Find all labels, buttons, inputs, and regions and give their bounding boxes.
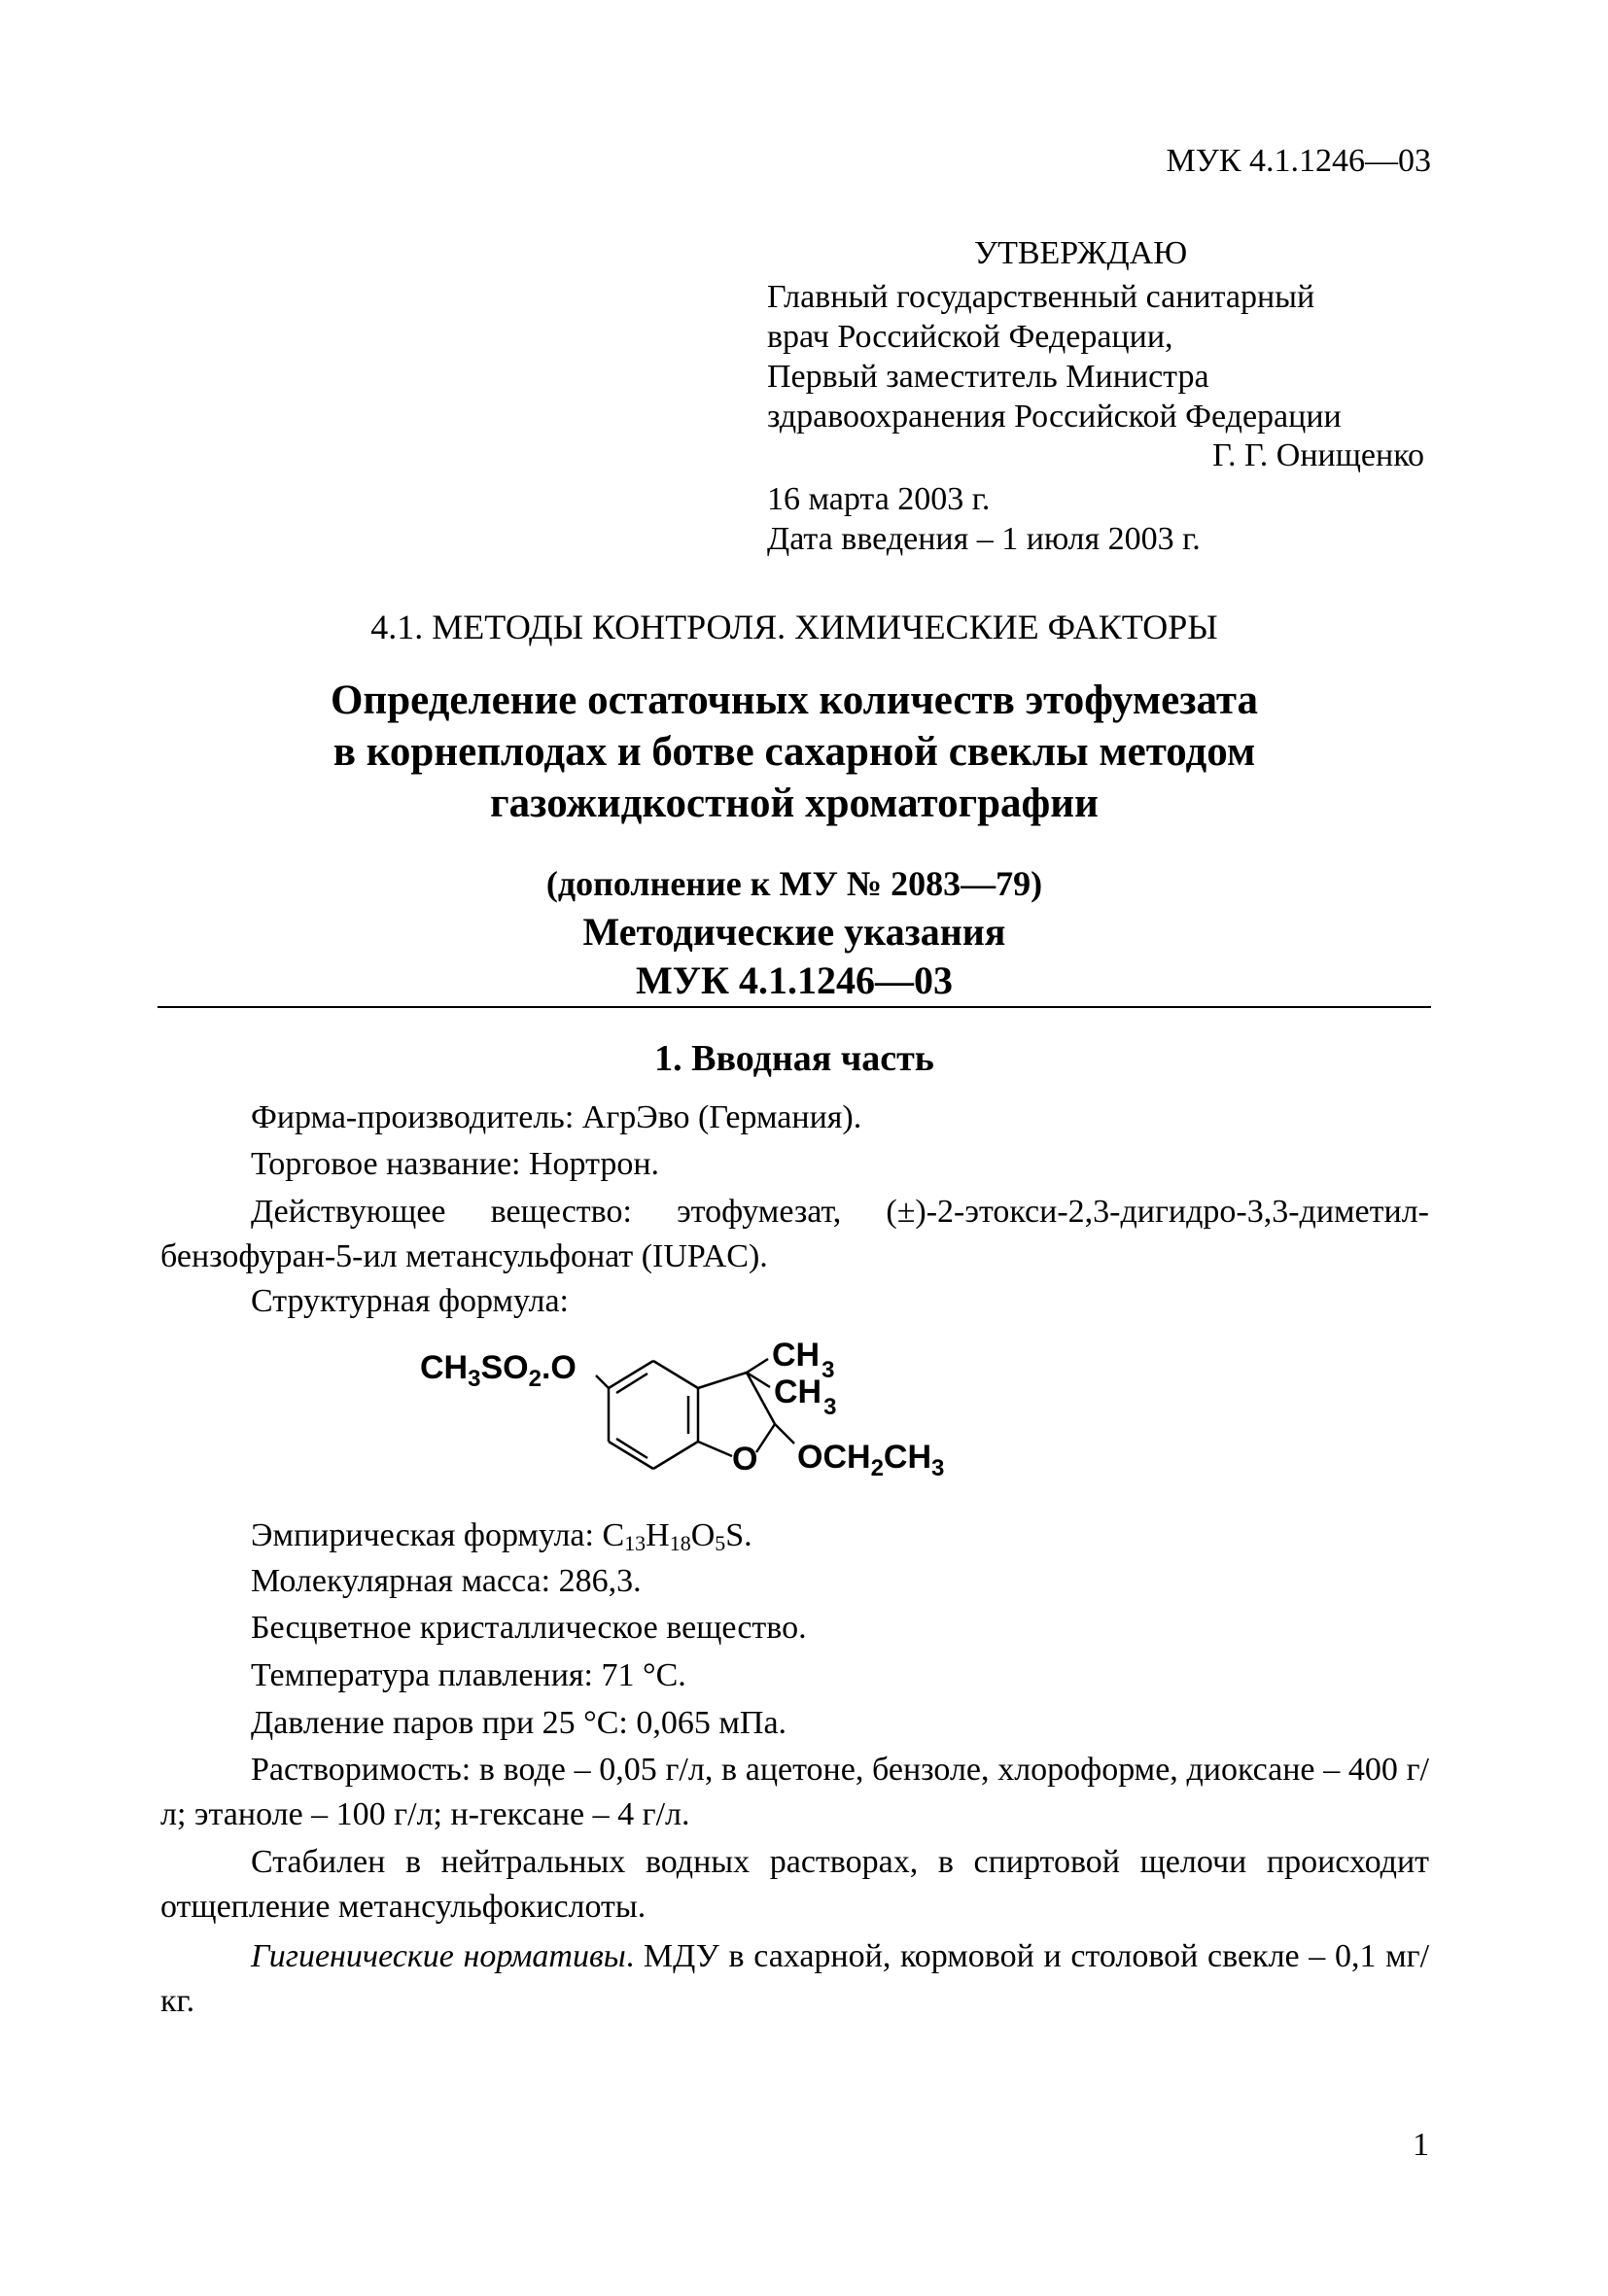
title-line: газожидкостной хроматографии bbox=[490, 781, 1099, 826]
vapor-pressure-text: Давление паров при 25 °С: 0,065 мПа. bbox=[251, 1705, 787, 1741]
ring-oxygen-label: O bbox=[732, 1441, 758, 1478]
molar-mass-text: Молекулярная масса: 286,3. bbox=[251, 1563, 642, 1599]
ring-bond bbox=[698, 1442, 732, 1456]
title-line: Определение остаточных количеств этофумезата bbox=[330, 678, 1259, 723]
ring-bond bbox=[653, 1442, 698, 1469]
title-doc-number: МУК 4.1.1246—03 bbox=[635, 958, 954, 1002]
empirical-formula-text: Эмпирическая формула: $C_{13}H_{18}O_5S$. bbox=[251, 1517, 752, 1555]
ring-bond bbox=[756, 1424, 775, 1452]
intro-heading: 1. Вводная часть bbox=[654, 1038, 934, 1079]
substituent-bond bbox=[596, 1375, 609, 1388]
double-bond bbox=[616, 1374, 647, 1393]
ring-bond bbox=[609, 1442, 653, 1469]
approval-effective-date: Дата введения – 1 июля 2003 г. bbox=[767, 521, 1201, 557]
solubility-text: Растворимость: в воде – 0,05 г/л, в ацетоне, бензоле, хлороформе, диоксане – 400 г/л; этаноле – 100 г/л; н-гексане – 4 г/л. bbox=[160, 1752, 1429, 1832]
title-doc-type: Методические указания bbox=[582, 910, 1006, 954]
structural-formula-diagram bbox=[408, 1332, 1089, 1512]
melting-point-text: Температура плавления: 71 °С. bbox=[251, 1657, 686, 1693]
substituent-bond bbox=[747, 1359, 768, 1373]
document-title bbox=[157, 675, 1431, 829]
horizontal-rule bbox=[157, 1006, 1431, 1008]
page-number: 1 bbox=[1413, 2127, 1429, 2163]
manufacturer-text: Фирма-производитель: АгрЭво (Германия). bbox=[251, 1099, 862, 1135]
methyl-label: $CH_3$ bbox=[774, 1374, 837, 1420]
hygiene-norms-label: Гигиенические нормативы bbox=[251, 1938, 626, 1974]
title-supplement: (дополнение к МУ № 2083—79) bbox=[545, 864, 1043, 903]
approval-line: врач Российской Федерации, bbox=[767, 319, 1173, 355]
header-doc-code: МУК 4.1.1246—03 bbox=[1166, 143, 1431, 179]
hygiene-norms-text: Гигиенические нормативы. МДУ в сахарной, кормовой и столовой свекле – 0,1 мг/кг. bbox=[160, 1938, 1430, 2019]
methyl-label: $CH_3$ bbox=[772, 1337, 835, 1383]
benzofuran-structure bbox=[408, 1332, 1089, 1512]
stability-text: Стабилен в нейтральных водных растворах, в спиртовой щелочи происходит отщепление метансульфокислоты. bbox=[160, 1844, 1429, 1925]
sulfonate-group-label: $CH_3SO_2.O$ bbox=[420, 1349, 577, 1392]
ethoxy-group-label: $OCH_2CH_3$ bbox=[797, 1439, 945, 1481]
substituent-bond bbox=[775, 1424, 794, 1444]
approval-line: Главный государственный санитарный bbox=[767, 279, 1315, 315]
approval-signer: Г. Г. Онищенко bbox=[1212, 437, 1424, 473]
approval-line: Первый заместитель Министра bbox=[767, 359, 1209, 395]
trade-name-text: Торговое название: Нортрон. bbox=[251, 1146, 660, 1182]
active-substance-text: Действующее вещество: этофумезат, (±)-2-этокси-2,3-дигидро-3,3-диметил-бензофуран-5-ил метансульфонат (IUPAC). bbox=[160, 1194, 1429, 1274]
ring-bond bbox=[698, 1373, 747, 1388]
structural-formula-label: Структурная формула: bbox=[251, 1283, 570, 1319]
ring-bond bbox=[653, 1361, 698, 1388]
approval-date: 16 марта 2003 г. bbox=[767, 481, 991, 517]
appearance-text: Бесцветное кристаллическое вещество. bbox=[251, 1610, 807, 1646]
title-line: в корнеплодах и ботве сахарной свеклы методом bbox=[332, 729, 1256, 775]
section-label: 4.1. МЕТОДЫ КОНТРОЛЯ. ХИМИЧЕСКИЕ ФАКТОРЫ bbox=[370, 608, 1218, 646]
approval-heading: УТВЕРЖДАЮ bbox=[974, 235, 1188, 271]
approval-line: здравоохранения Российской Федерации bbox=[767, 399, 1342, 435]
